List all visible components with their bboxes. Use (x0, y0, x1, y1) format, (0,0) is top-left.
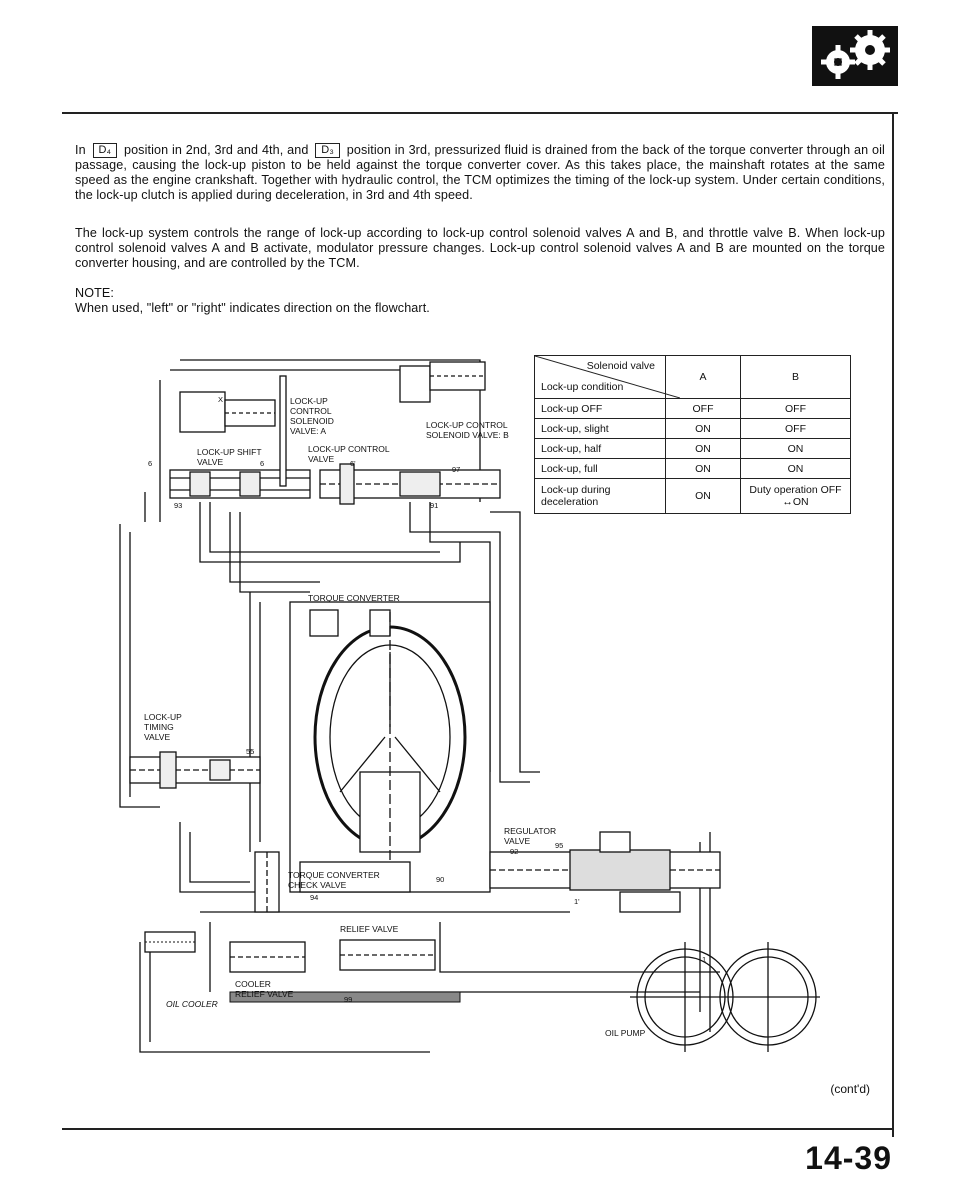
port-label: 6' (350, 459, 356, 468)
row-b-state: ON (741, 459, 851, 479)
label-relief-valve: RELIEF VALVE (340, 924, 399, 934)
row-b-state: OFF (741, 399, 851, 419)
row-b-state: ON (741, 439, 851, 459)
header-lockup-condition: Lock-up condition (541, 381, 624, 393)
label-lockup-shift-valve: LOCK-UP SHIFT VALVE (197, 447, 262, 467)
port-label: 1' (574, 897, 580, 906)
note-block (75, 286, 885, 316)
intro-text-mid: position in 2nd, 3rd and 4th, and (123, 143, 309, 157)
port-label: 97 (452, 465, 461, 474)
row-condition: Lock-up, slight (535, 419, 666, 439)
oil-pump (630, 942, 820, 1052)
d4-position-key: D₄ (93, 143, 118, 158)
header-col-b: B (741, 356, 851, 399)
port-label: X (218, 395, 224, 404)
continued-label: (cont'd) (830, 1082, 870, 1096)
row-condition: Lock-up, full (535, 459, 666, 479)
label-oil-pump: OIL PUMP (605, 1028, 646, 1038)
label-solenoid-a: LOCK-UP CONTROL SOLENOID VALVE: A (290, 396, 334, 436)
intro-text-in: In (75, 143, 86, 157)
port-label: 6 (148, 459, 153, 468)
header-col-a: A (666, 356, 741, 399)
lockup-timing-valve (130, 752, 260, 788)
label-solenoid-b: LOCK-UP CONTROL SOLENOID VALVE: B (426, 420, 509, 440)
d3-position-key: D₃ (315, 143, 340, 158)
port-label: 91 (430, 501, 439, 510)
port-label: 1 (702, 955, 707, 964)
bottom-rule (62, 1128, 892, 1130)
relief-valve (340, 940, 435, 970)
label-cooler-relief-valve: COOLER RELIEF VALVE (235, 979, 294, 999)
cooler-relief-valve (230, 942, 305, 972)
header-solenoid-valve: Solenoid valve (586, 360, 655, 372)
lockup-control-valve (320, 464, 500, 504)
label-regulator-valve: REGULATOR VALVE (504, 826, 557, 846)
port-label: 92 (510, 847, 519, 856)
label-lockup-timing-valve: LOCK-UP TIMING VALVE (144, 712, 182, 742)
port-label: 6 (260, 459, 265, 468)
intro-paragraph-2 (75, 226, 885, 271)
row-a-state: ON (666, 439, 741, 459)
intro-text-rest: position in 3rd, pressurized fluid is drained from the back of the torque converter through an oil passage, causing the lock-up piston to be held against the torque converter cover. As this takes place, the mainshaft rotates at the same speed as the engine crankshaft. Together with hydraulic control, the TCM optimizes the timing of the lock-up system. Under certain conditions, the lock-up clutch is applied during deceleration, in 3rd and 4th speed. (75, 143, 885, 202)
port-label: 99 (344, 995, 353, 1004)
row-b-state: OFF (741, 419, 851, 439)
solenoid-valve-b (400, 362, 485, 402)
right-frame-rule (892, 112, 894, 1137)
port-label: 55 (246, 747, 255, 756)
page-number: 14-39 (805, 1140, 892, 1176)
top-rule (62, 112, 898, 114)
lockup-shift-valve (170, 470, 310, 498)
intro-paragraph-1 (75, 143, 885, 203)
row-b-state: Duty operation OFF ↔ON (741, 479, 851, 514)
row-condition: Lock-up, half (535, 439, 666, 459)
lockup-control-text: The lock-up system controls the range of lock-up according to lock-up control solenoid valves A and B, and throttle valve B. When lock-up control solenoid valves A and B activate, modulator pressure changes. Lock-up control solenoid valves A and B are mounted on the torque converter housing, and are controlled by the TCM. (75, 226, 885, 270)
note-text: When used, "left" or "right" indicates direction on the flowchart. (75, 301, 430, 315)
row-a-state: ON (666, 459, 741, 479)
label-oil-cooler: OIL COOLER (166, 999, 218, 1009)
lockup-hydraulic-diagram (100, 352, 870, 1072)
gear-logo-icon (812, 26, 898, 86)
row-condition: Lock-up OFF (535, 399, 666, 419)
port-label: 95 (555, 841, 564, 850)
label-lockup-control-valve: LOCK-UP CONTROL VALVE (308, 444, 390, 464)
note-title: NOTE: (75, 286, 114, 300)
port-label: 94 (310, 893, 319, 902)
row-a-state: ON (666, 419, 741, 439)
torque-converter (290, 602, 490, 892)
port-label: 90 (436, 875, 445, 884)
row-condition: Lock-up during deceleration (535, 479, 666, 514)
row-a-state: ON (666, 479, 741, 514)
tc-check-valve (255, 852, 279, 912)
label-torque-converter: TORQUE CONVERTER (308, 593, 400, 603)
port-label: 93 (174, 501, 183, 510)
row-a-state: OFF (666, 399, 741, 419)
label-tc-check-valve: TORQUE CONVERTER CHECK VALVE (288, 870, 380, 890)
